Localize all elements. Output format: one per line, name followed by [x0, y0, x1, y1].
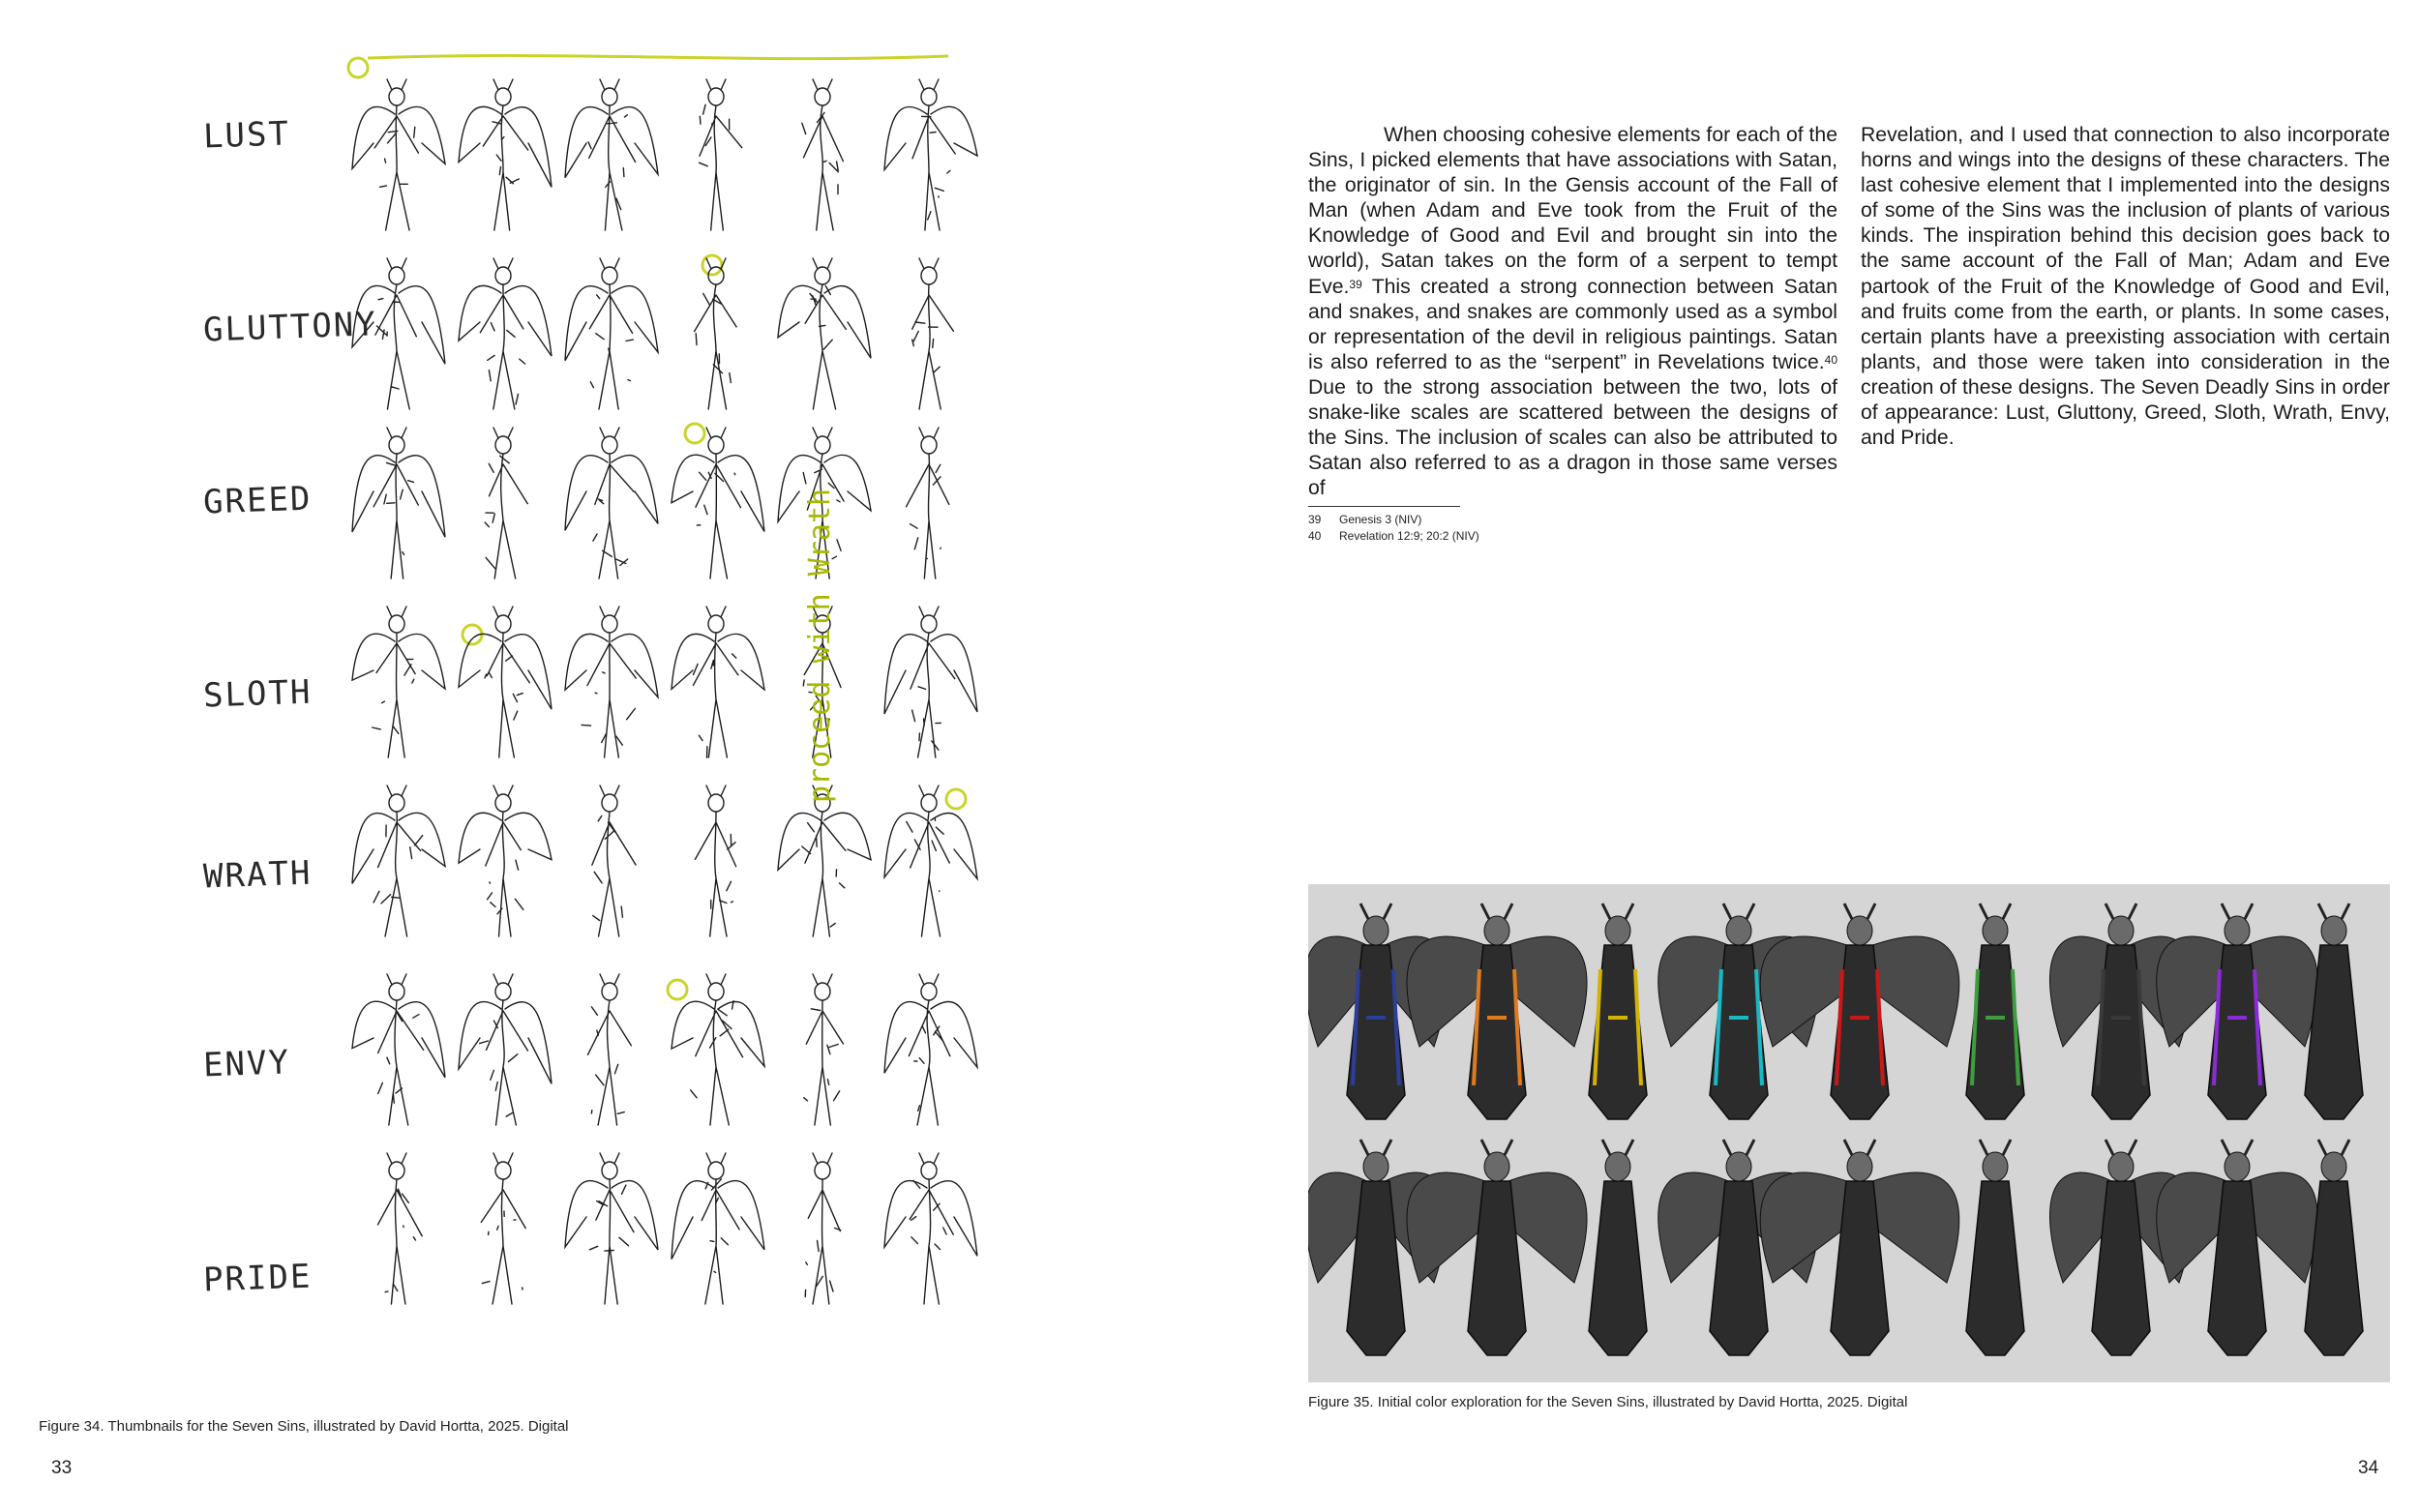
sketch-strokes — [459, 258, 552, 409]
sketch-strokes — [352, 79, 445, 230]
page-number-left: 33 — [51, 1458, 73, 1478]
sketch-row-lust — [348, 75, 987, 240]
body-text — [1308, 123, 2390, 500]
sketch-figure — [881, 424, 982, 588]
sketch-figure — [455, 970, 556, 1135]
sketch-strokes — [884, 786, 977, 936]
sketch-strokes — [672, 1153, 764, 1304]
sketch-strokes — [907, 428, 949, 578]
color-lineup — [1308, 884, 2390, 1382]
character-head — [1363, 1152, 1389, 1181]
body-column-right: Revelation, and I used that connection to also incorporate horns and wings into the designs of these characters. The last cohesive element that I implemented into the designs of some of the Sins was the inclusion of plants of various kinds. The inspiration behind this decision goes back to the same account of the Fall of Man; Adam and Eve partook of the Fruit of the Knowledge of Good and Evil, and fruits come from the earth, or plants. In some cases, certain plants have a preexisting association with certain plants, and those were taken into consideration in the creation of these designs. The Seven Deadly Sins in order of appearance: Lust, Gluttony, Greed, Sloth, Wrath, Envy, and Pride. — [1861, 124, 2390, 450]
sketch-strokes — [778, 258, 871, 409]
figure-34-caption: Figure 34. Thumbnails for the Seven Sins, illustrated by David Hortta, 2025. Digital — [39, 1418, 569, 1435]
sketch-figure — [881, 1149, 982, 1314]
character-head — [1726, 1152, 1751, 1181]
sketch-figure — [881, 970, 982, 1135]
sketch-figure — [348, 424, 450, 588]
sketch-strokes — [481, 1153, 525, 1304]
character-head — [1484, 916, 1509, 945]
sketch-strokes — [459, 79, 552, 230]
character-head — [1847, 916, 1872, 945]
sketch-figure — [561, 424, 663, 588]
sketch-figure — [881, 782, 982, 946]
body-text-segment: This created a strong connection between Satan and snakes, and snakes are commonly used as a symbol or representation of the devil in religious paintings. Satan is also referred to as the “serpent” in Revelations twice. — [1308, 275, 1837, 373]
character-head — [1484, 1152, 1509, 1181]
sketch-row-envy — [348, 970, 987, 1135]
sketch-figure — [668, 1149, 769, 1314]
sketch-strokes — [884, 974, 977, 1125]
sketch-strokes — [884, 607, 977, 757]
sketch-figure — [881, 603, 982, 767]
sketch-strokes — [588, 974, 632, 1125]
sketch-figure — [561, 75, 663, 240]
sketch-strokes — [352, 428, 445, 578]
footnote-text: Genesis 3 (NIV) — [1339, 513, 1422, 526]
sketch-figure — [455, 75, 556, 240]
sketch-figure — [561, 970, 663, 1135]
sketch-strokes — [672, 428, 764, 578]
sketch-figure — [668, 970, 769, 1135]
sketch-strokes — [565, 607, 658, 757]
character-head — [2108, 1152, 2134, 1181]
yellow-top-underline — [368, 55, 948, 58]
sketch-strokes — [565, 79, 658, 230]
sketch-figure — [561, 1149, 663, 1314]
sketch-figure — [668, 782, 769, 946]
sketch-figure — [561, 254, 663, 419]
sketch-strokes — [912, 258, 954, 409]
sketch-figure — [774, 970, 876, 1135]
character-head — [1605, 1152, 1630, 1181]
character-head — [1983, 1152, 2008, 1181]
sketch-figure — [348, 254, 450, 419]
sketch-row-wrath — [348, 782, 987, 946]
sketch-figure — [455, 254, 556, 419]
sketch-row-greed — [348, 424, 987, 588]
figure-35-caption: Figure 35. Initial color exploration for the Seven Sins, illustrated by David Hortta, 2025. Digital — [1308, 1394, 1908, 1410]
sketch-figure — [455, 782, 556, 946]
character-head — [1363, 916, 1389, 945]
sketch-strokes — [352, 974, 445, 1125]
sketch-strokes — [485, 428, 527, 578]
sketch-figure — [881, 254, 982, 419]
footnotes — [1308, 512, 1479, 545]
sketch-figure — [455, 424, 556, 588]
sketch-strokes — [884, 1153, 977, 1304]
row-label-envy: ENVY — [202, 1043, 291, 1085]
footnote-number: 40 — [1308, 529, 1322, 543]
sketch-strokes — [459, 786, 552, 936]
color-exploration-figure — [1308, 884, 2390, 1382]
sketch-strokes — [672, 974, 764, 1125]
footnote-text: Revelation 12:9; 20:2 (NIV) — [1339, 529, 1479, 543]
thumbnail-sketch-sheet — [174, 46, 1006, 1401]
sketch-figure — [774, 254, 876, 419]
sketch-figure — [348, 970, 450, 1135]
sketch-strokes — [592, 786, 636, 936]
sketch-figure — [774, 1149, 876, 1314]
sketch-figure — [348, 75, 450, 240]
sketch-strokes — [565, 258, 658, 409]
sketch-strokes — [672, 607, 764, 757]
character-head — [1605, 916, 1630, 945]
sketch-strokes — [884, 79, 977, 230]
row-label-pride: PRIDE — [202, 1257, 314, 1300]
row-label-sloth: SLOTH — [202, 672, 314, 716]
body-column-left — [1308, 123, 1837, 501]
sketch-strokes — [804, 974, 844, 1125]
body-text-segment: When choosing cohesive elements for each of the Sins, I picked elements that have associations with Satan, the originator of sin. In the Gensis account of the Fall of Man (when Adam and Eve took from the Fruit of the Knowledge of Good and Evil and brought sin into the world), Satan takes on the form of a serpent to tempt Eve. — [1308, 124, 1837, 298]
character-head — [2321, 916, 2346, 945]
sketch-strokes — [565, 428, 658, 578]
sketch-row-pride — [348, 1149, 987, 1314]
sketch-strokes — [565, 1153, 658, 1304]
character-head — [2225, 1152, 2250, 1181]
sketch-strokes — [805, 1153, 841, 1304]
sketch-figure — [348, 1149, 450, 1314]
sketch-figure — [668, 603, 769, 767]
character-head — [1847, 1152, 1872, 1181]
row-label-wrath: WRATH — [202, 853, 314, 897]
character-head — [1726, 916, 1751, 945]
sketch-strokes — [352, 607, 445, 757]
character-head — [1983, 916, 2008, 945]
footnote-divider — [1308, 506, 1460, 507]
yellow-circle-mark — [348, 58, 368, 77]
sketch-figure — [561, 603, 663, 767]
sketch-strokes — [695, 258, 737, 409]
row-label-lust: LUST — [202, 114, 291, 157]
sketch-strokes — [700, 79, 742, 230]
character-head — [2225, 916, 2250, 945]
character-head — [2108, 916, 2134, 945]
sketch-strokes — [377, 1153, 422, 1304]
character-figure — [2254, 1140, 2390, 1355]
sketch-figure — [455, 1149, 556, 1314]
sketch-strokes — [459, 974, 552, 1125]
sketch-figure — [774, 75, 876, 240]
sketch-figure — [455, 603, 556, 767]
footnote-ref-40[interactable]: 40 — [1824, 352, 1837, 367]
sketch-figure — [774, 782, 876, 946]
character-figure — [2254, 904, 2390, 1119]
sketch-figure — [348, 603, 450, 767]
sketch-figure — [881, 75, 982, 240]
sketch-row-gluttony — [348, 254, 987, 419]
sketch-figure — [668, 254, 769, 419]
margin-note: proceed with Wrath — [803, 488, 837, 803]
sketch-figure — [348, 782, 450, 946]
sketch-figure — [668, 75, 769, 240]
sketch-strokes — [695, 786, 735, 936]
row-label-greed: GREED — [202, 479, 314, 522]
sketch-strokes — [352, 258, 445, 409]
footnote-39 — [1308, 512, 1479, 528]
footnote-number: 39 — [1308, 513, 1322, 526]
page-number-right: 34 — [2358, 1458, 2379, 1478]
sketch-row-sloth — [348, 603, 987, 767]
sketch-strokes — [778, 786, 871, 936]
sketch-strokes — [459, 607, 552, 757]
footnote-40 — [1308, 528, 1479, 545]
footnote-ref-39[interactable]: 39 — [1349, 277, 1362, 291]
character-head — [2321, 1152, 2346, 1181]
sketch-strokes — [352, 786, 445, 936]
row-label-gluttony: GLUTTONY — [202, 305, 378, 350]
body-text-segment: Due to the strong association between the two, lots of snake-like scales are scattered between the designs of the Sins. The inclusion of scales can also be attributed to Satan also referred to as a dragon in those same verses of — [1308, 375, 1837, 500]
sketch-figure — [561, 782, 663, 946]
sketch-figure — [668, 424, 769, 588]
sketch-strokes — [802, 79, 844, 230]
